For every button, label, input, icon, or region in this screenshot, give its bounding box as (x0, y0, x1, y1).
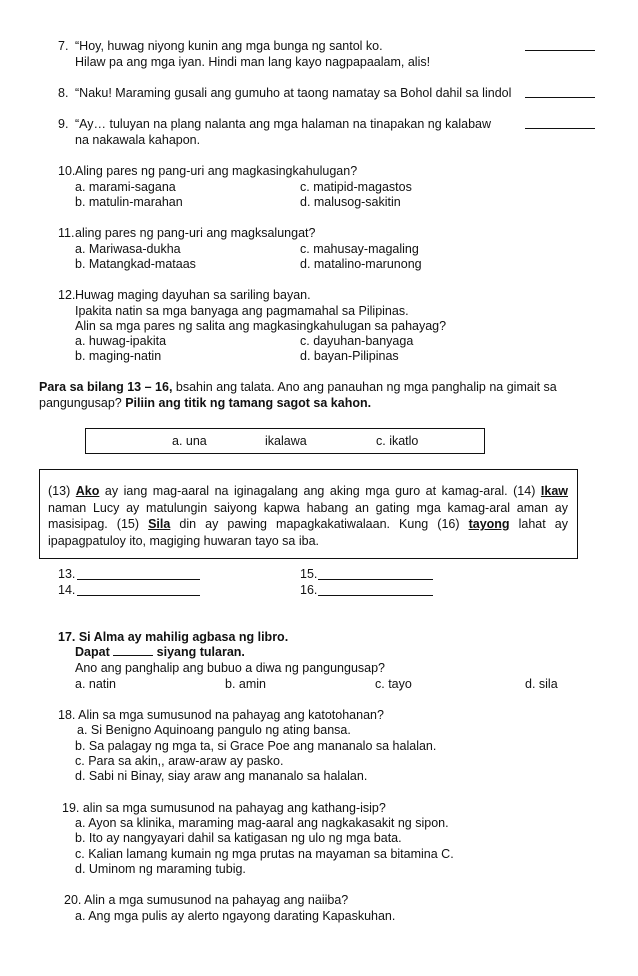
answer-15-label: 15. (300, 567, 318, 581)
q10-option-d: d. malusog-sakitin (300, 195, 401, 209)
q17-option-a: a. natin (75, 677, 117, 691)
q12-number: 12. (58, 288, 76, 302)
passage-segment: naman Lucy ay matulungin saiyong kapwa habang an gating mga kamag-aral aman ay masisipag. (15) (48, 500, 568, 531)
q10-option-a: a. marami-sagana (75, 180, 176, 194)
passage-segment: lahat ay ipapagpatuloy ito, magiging huwaran tayo sa iba. (48, 517, 568, 548)
passage-text (48, 483, 568, 549)
passage-pronoun-16: tayong (468, 517, 510, 531)
answer-13-blank[interactable] (77, 579, 200, 580)
passage-segment: din ay pawing mapagkakatiwalaan. Kung (16) (170, 517, 469, 531)
q17-option-b: b. amin (225, 677, 266, 691)
instructions-text1: bsahin ang talata. Ano ang panauhan ng mga panghalip na gimait sa (172, 380, 557, 394)
q19-option-a: a. Ayon sa klinika, maraming mag-aaral ang nagkakasakit ng sipon. (75, 816, 449, 830)
q10-option-b: b. matulin-marahan (75, 195, 183, 209)
choice-c: c. ikatlo (376, 434, 419, 448)
q11-option-b: b. Matangkad-mataas (75, 257, 196, 271)
q8-line1: “Naku! Maraming gusali ang gumuho at taong namatay sa Bohol dahil sa lindol (75, 86, 512, 100)
q19-stem: 19. alin sa mga sumusunod na pahayag ang kathang-isip? (62, 801, 386, 815)
q12-option-c: c. dayuhan-banyaga (300, 334, 414, 348)
q17-line2-end: siyang tularan. (153, 645, 245, 659)
instructions-bold-lead: Para sa bilang 13 – 16, (39, 380, 173, 394)
instructions-line1 (39, 379, 557, 395)
q9-line1: “Ay… tuluyan na plang nalanta ang mga halaman na tinapakan ng kalabaw (75, 117, 492, 131)
q17-option-c: c. tayo (375, 677, 412, 691)
q20-stem: 20. Alin a mga sumusunod na pahayag ang naiiba? (64, 893, 349, 907)
q18-option-b: b. Sa palagay ng mga ta, si Grace Poe ang mananalo sa halalan. (75, 739, 437, 753)
q11-option-d: d. matalino-marunong (300, 257, 422, 271)
q10-number: 10. (58, 164, 76, 178)
q11-option-a: a. Mariwasa-dukha (75, 242, 181, 256)
instructions-line2 (39, 395, 371, 411)
q7-answer-blank[interactable] (525, 50, 595, 51)
q17-line2 (75, 644, 245, 660)
q10-option-c: c. matipid-magastos (300, 180, 412, 194)
answer-14-label: 14. (58, 583, 76, 597)
q10-stem: Aling pares ng pang-uri ang magkasingkahulugan? (75, 164, 358, 178)
q8-answer-blank[interactable] (525, 97, 595, 98)
q18-option-a: a. Si Benigno Aquinoang pangulo ng ating bansa. (77, 723, 351, 737)
choice-a: a. una (172, 434, 207, 448)
q12-line2: Ipakita natin sa mga banyaga ang pagmamahal sa Pilipinas. (75, 304, 409, 318)
answer-13-label: 13. (58, 567, 76, 581)
answer-16-label: 16. (300, 583, 318, 597)
answer-15-blank[interactable] (318, 579, 433, 580)
q12-option-b: b. maging-natin (75, 349, 162, 363)
q11-number: 11. (58, 226, 75, 240)
q9-line2: na nakawala kahapon. (75, 133, 201, 147)
q12-option-a: a. huwag-ipakita (75, 334, 167, 348)
passage-segment: (13) (48, 484, 76, 498)
q18-option-d: d. Sabi ni Binay, siay araw ang mananalo sa halalan. (75, 769, 368, 783)
passage-segment: ay iang mag-aaral na iginagalang ang aking mga guro at kamag-aral. (14) (99, 484, 541, 498)
answer-16-blank[interactable] (318, 595, 433, 596)
instructions-bold-directive: Piliin ang titik ng tamang sagot sa kahon. (125, 396, 372, 410)
q18-option-c: c. Para sa akin,, araw-araw ay pasko. (75, 754, 284, 768)
q8-number: 8. (58, 86, 69, 100)
q19-option-b: b. Ito ay nangyayari dahil sa katigasan ng ulo ng mga bata. (75, 831, 402, 845)
passage-pronoun-14: Ikaw (540, 484, 568, 498)
q11-stem: aling pares ng pang-uri ang magksalungat? (75, 226, 316, 240)
q11-option-c: c. mahusay-magaling (300, 242, 419, 256)
choice-b: ikalawa (265, 434, 307, 448)
q17-option-d: d. sila (525, 677, 558, 691)
q7-line1: “Hoy, huwag niyong kunin ang mga bunga ng santol ko. (75, 39, 383, 53)
q19-option-d: d. Uminom ng maraming tubig. (75, 862, 246, 876)
q17-line2-start: Dapat (75, 645, 114, 659)
passage-pronoun-15: Sila (148, 517, 171, 531)
q18-stem: 18. Alin sa mga sumusunod na pahayag ang katotohanan? (58, 708, 384, 722)
q17-inline-blank[interactable] (113, 644, 153, 656)
q9-number: 9. (58, 117, 69, 131)
q12-line1: Huwag maging dayuhan sa sariling bayan. (75, 288, 311, 302)
q7-number: 7. (58, 39, 69, 53)
q20-option-a: a. Ang mga pulis ay alerto ngayong darating Kapaskuhan. (75, 909, 396, 923)
q7-line2: Hilaw pa ang mga iyan. Hindi man lang kayo nagpapaalam, alis! (75, 55, 431, 69)
q17-line1: 17. Si Alma ay mahilig agbasa ng libro. (58, 630, 289, 644)
instructions-text2: pangungusap? (39, 396, 126, 410)
passage-pronoun-13: Ako (75, 484, 100, 498)
q9-answer-blank[interactable] (525, 128, 595, 129)
q12-line3: Alin sa mga pares ng salita ang magkasingkahulugan sa pahayag? (75, 319, 447, 333)
q17-line3: Ano ang panghalip ang bubuo a diwa ng pangungusap? (75, 661, 385, 675)
q19-option-c: c. Kalian lamang kumain ng mga prutas na mayaman sa bitamina C. (75, 847, 454, 861)
answer-14-blank[interactable] (77, 595, 200, 596)
q12-option-d: d. bayan-Pilipinas (300, 349, 399, 363)
